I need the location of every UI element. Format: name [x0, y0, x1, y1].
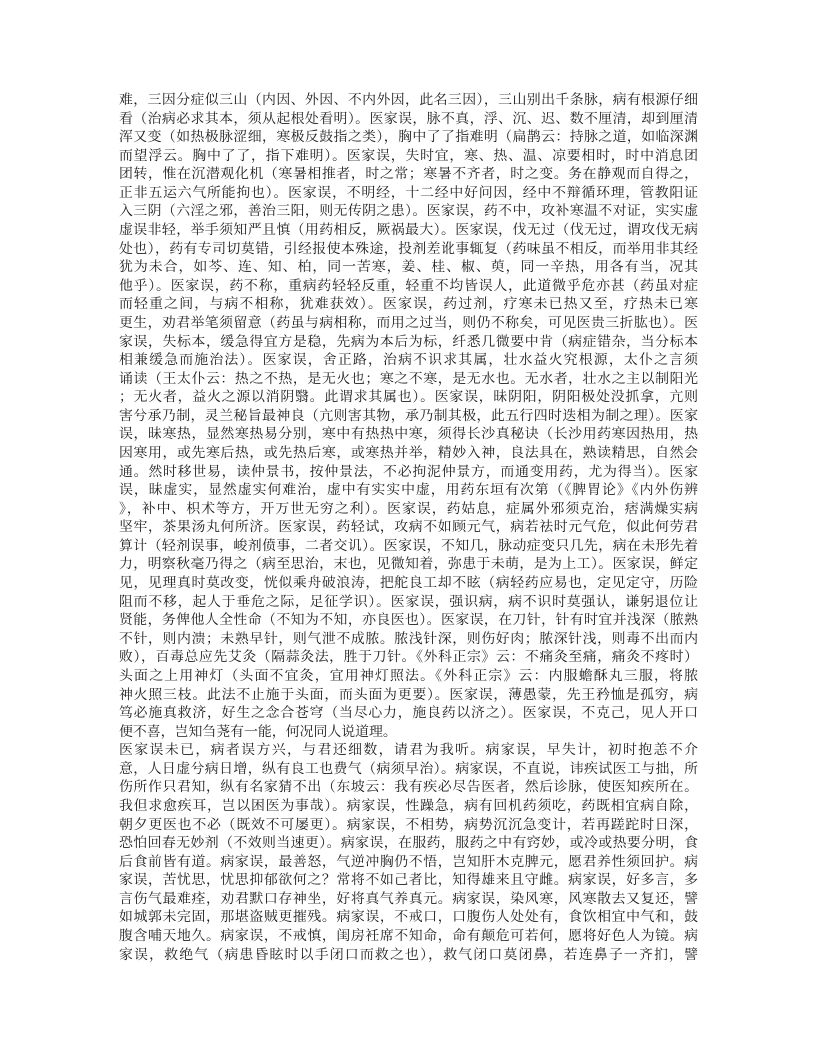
text-line: 我但求愈疾耳，岂以困医为事哉）。病家误，性躁急，病有回机药须吃，药既相宜病自除， [119, 797, 698, 814]
text-line: 见，见理真时莫改变，恍似乘舟破浪涛，把舵良工却不眩（病轻药应易也，定见定守，历险 [119, 575, 698, 592]
text-line: 坚牢，茶果汤丸何所济。医家误，药轻试，攻病不如顾元气，病若祛时元气危，似此何劳君 [119, 519, 698, 536]
text-line: 贤能，务俾他人全性命（不知为不知，亦良医也）。医家误，在刀针，针有时宜并浅深（脓熟 [119, 612, 698, 629]
text-line: 看（治病必求其本，须从起根处看明）。医家误，脉不真，浮、沉、迟、数不厘清，却到厘清 [119, 110, 698, 127]
text-line: 败），百毒总应先艾灸（隔蒜灸法，胜于刀针。《外科正宗》云：不痛灸至痛，痛灸不疼时） [119, 649, 698, 666]
text-line: 朝夕更医也不必（既效不可屡更）。病家误，不相势，病势沉沉急变计，若再蹉跎时日深， [119, 816, 698, 833]
text-line: 如城郭未完固，那堪盗贼更摧残。病家误，不戒口，口腹伤人处处有，食饮相宜中气和，鼓 [119, 909, 698, 926]
text-line: 意，人日虚兮病日增，纵有良工也费气（病须早治）。病家误，不直说，讳疾试医工与拙，所 [119, 760, 698, 777]
text-line: 便不喜，岂知刍荛有一能，何况同人说道理。 [119, 723, 397, 740]
text-block [119, 91, 698, 964]
text-line: 家误，失标本，缓急得宜方是稳，先病为本后为标，纤悉几微要中肯（病症错杂，当分标本 [119, 333, 698, 350]
text-line: 腹含哺天地久。病家误，不戒慎，闺房衽席不知命，命有颠危可若何，愿将好色人为镜。病 [119, 928, 698, 945]
text-line: 力，明察秋毫乃得之（病至思治，末也，见微知着，弥患于未萌，是为上工）。医家误，鲜定 [119, 556, 698, 573]
text-line: 相兼缓急而施治法）。医家误，舍正路，治病不识求其属，壮水益火究根源，太仆之言须 [119, 352, 698, 369]
text-line: 笃必施真救济，好生之念合苍穹（当尽心力，施良药以济之）。医家误，不克己，见人开口 [119, 705, 698, 722]
text-line: 正非五运六气所能拘也）。医家误，不明经，十二经中好问因，经中不辩循环理，管教阳证 [119, 184, 698, 201]
text-line: 阻而不移，起人于垂危之际，足征学识）。医家误，强识病，病不识时莫强认，谦躬退位让 [119, 593, 698, 610]
text-line: 言伤气最难痊，劝君默口存神坐，好将真气养真元。病家误，染风寒，风寒散去又复还，譬 [119, 890, 698, 907]
text-line: 家误，苦忧思，忧思抑郁欲何之？常将不如己者比，知得雄来且守雌。病家误，好多言，多 [119, 872, 698, 889]
text-line: 更生，劝君举笔须留意（药虽与病相称，而用之过当，则仍不称矣，可见医贵三折肱也）。医 [119, 314, 698, 331]
text-line: 伤所作只君知，纵有名家猜不出（东坡云：我有疾必尽告医者，然后诊脉，使医知疾所在。 [119, 779, 698, 796]
text-line: 不针，则内溃；未熟早针，则气泄不成脓。脓浅针深，则伤好肉；脓深针浅，则毒不出而内 [119, 630, 698, 647]
text-line: 头面之上用神灯（头面不宜灸，宜用神灯照法。《外科正宗》云：内服蟾酥丸三服，将脓 [119, 667, 698, 684]
text-line: 误，昧虚实，显然虚实何难治，虚中有实实中虚，用药东垣有次第（《脾胃论》《内外伤辨 [119, 482, 698, 499]
text-line: 家误，救绝气（病患昏眩时以手闭口而救之也），救气闭口莫闭鼻，若连鼻子一齐扪，譬 [119, 946, 698, 963]
text-line: 神火照三枝。此法不止施于头面，而头面为更要）。医家误，薄愚蒙，先王矜恤是孤穷，病 [119, 686, 698, 703]
text-line: 害兮承乃制，灵兰秘旨最神良（亢则害其物，承乃制其极，此五行四时迭相为制之理）。医家 [119, 407, 698, 424]
text-line: 他乎）。医家误，药不称，重病药轻轻反重，轻重不均皆误人，此道微乎危亦甚（药虽对症 [119, 277, 698, 294]
text-line: 虚误非轻，举手须知严且慎（用药相反，厥祸最大）。医家误，伐无过（伐无过，谓攻伐无病 [119, 222, 698, 239]
text-line: 而轻重之间，与病不相称，犹难获效）。医家误，药过剂，疗寒未已热又至，疗热未已寒 [119, 296, 698, 313]
text-line: 》，补中、枳术等方，开万世无穷之利）。医家误，药姑息，症属外邪须克治，痞满燥实病 [119, 500, 698, 517]
text-line: 因寒用，或先寒后热，或先热后寒，或寒热并举，精妙入神，良法具在，熟读精思，自然会 [119, 444, 698, 461]
text-line: 恐怕回春无妙剂（不效则当速更）。病家误，在服药，服药之中有窍妙，或冷或热要分明，食 [119, 835, 698, 852]
text-line: ；无火者，益火之源以消阴翳。此谓求其属也）。医家误，昧阴阳，阴阳极处没抓拿，亢则 [119, 389, 698, 406]
text-line: 算计（轻剂误事，峻剂偾事，二者交讥）。医家误，不知几，脉动症变只几先，病在未形先着 [119, 537, 698, 554]
text-line: 诵读（王太仆云：热之不热，是无火也；寒之不寒，是无水也。无水者，壮水之主以制阳光 [119, 370, 698, 387]
text-line: 浑又变（如热极脉涩细，寒极反鼓指之类），胸中了了指难明（扁鹊云：持脉之道，如临深渊 [119, 129, 698, 146]
text-line: 通。然时移世易，读仲景书，按仲景法，不必拘泥仲景方，而通变用药，尤为得当）。医家 [119, 463, 698, 480]
text-line: 而望浮云。胸中了了，指下难明）。医家误，失时宜，寒、热、温、凉要相时，时中消息团 [119, 147, 698, 164]
text-line: 犹为未合，如芩、连、知、柏，同一苦寒，姜、桂、椒、萸，同一辛热，用各有当，况其 [119, 259, 698, 276]
text-line: 入三阴（六淫之邪，善治三阳，则无传阴之患）。医家误，药不中，攻补寒温不对证，实实虚 [119, 203, 698, 220]
text-line: 团转，惟在沉潜观化机（寒暑相推者，时之常；寒暑不齐者，时之变。务在静观而自得之， [119, 166, 698, 183]
text-line: 后食前皆有道。病家误，最善怒，气逆冲胸仍不悟，岂知肝木克脾元，愿君养性须回护。病 [119, 853, 698, 870]
text-line: 误，昧寒热，显然寒热易分别，寒中有热热中寒，须得长沙真秘诀（长沙用药寒因热用，热 [119, 426, 698, 443]
text-line: 医家误未已，病者误方兴，与君还细数，请君为我听。病家误，早失计，初时抱恙不介 [119, 742, 698, 759]
text-line: 难，三因分症似三山（内因、外因、不内外因，此名三因），三山别出千条脉，病有根源仔细 [119, 92, 698, 108]
text-line: 处也），药有专司切莫错，引经报使本殊途，投剂差讹事辄复（药味虽不相反，而举用非其经 [119, 240, 698, 257]
